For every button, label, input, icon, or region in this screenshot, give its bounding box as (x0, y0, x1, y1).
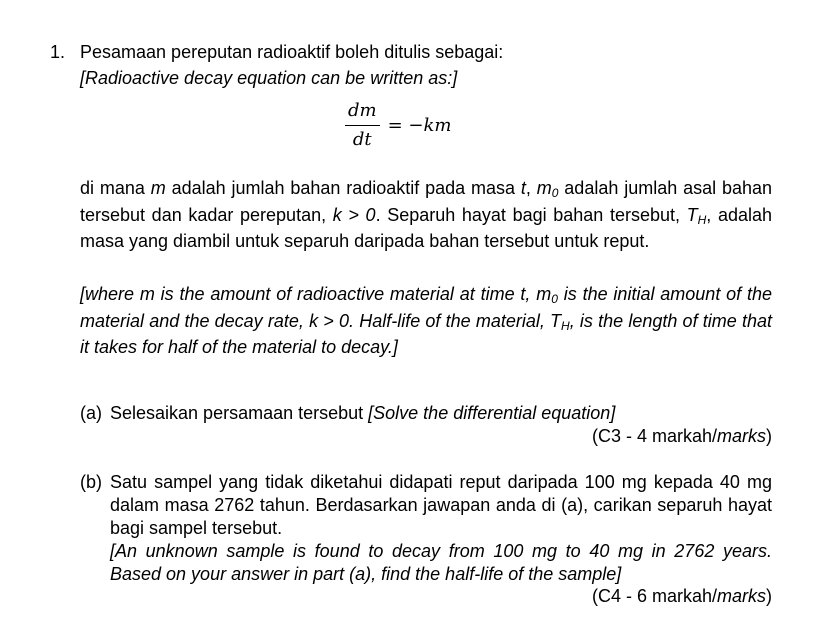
derivative-fraction (345, 100, 380, 151)
part-b-english: [An unknown sample is found to decay from 100 mg to 40 mg in 2762 years. Based on your answer in part (a), find the half-life of the sample] (110, 541, 772, 584)
fraction-numerator: dm (345, 100, 380, 126)
description-english: [where m is the amount of radioactive material at time t, $m_0$ is the initial amount of the material and the decay rate, k > 0. Half-life of the material, $T_H$, is the length of time that it takes for half of the material to decay.] (80, 284, 772, 357)
description-malay: di mana m adalah jumlah bahan radioaktif pada masa t, $m_0$ adalah jumlah asal bahan tersebut dan kadar pereputan, k > 0. Separuh hayat bagi bahan tersebut, $T_H$, adalah masa yang diambil untuk separuh daripada bahan tersebut untuk reput. (80, 178, 772, 251)
part-a-text: Selesaikan persamaan tersebut [Solve the differential equation] (110, 403, 616, 423)
part-b-label: (b) (80, 472, 102, 492)
part-b-marks: (C4 - 6 markah/marks) (591, 586, 772, 606)
part-a-marks: (C3 - 4 markah/marks) (591, 426, 772, 446)
part-b-malay: Satu sampel yang tidak diketahui didapati reput daripada 100 mg kepada 40 mg dalam masa 2762 tahun. Berdasarkan jawapan anda di (a), carikan separuh hayat bagi sampel tersebut. (110, 472, 772, 538)
intro-malay: Pesamaan pereputan radioaktif boleh ditulis sebagai: (80, 42, 504, 62)
intro-english: [Radioactive decay equation can be written as:] (80, 68, 458, 88)
part-b-text (110, 471, 772, 586)
question-number: 1. (50, 42, 66, 62)
fraction-denominator: dt (352, 129, 372, 150)
equation-rhs: = −km (387, 115, 452, 136)
decay-equation (345, 100, 451, 151)
part-a-label: (a) (80, 403, 102, 423)
